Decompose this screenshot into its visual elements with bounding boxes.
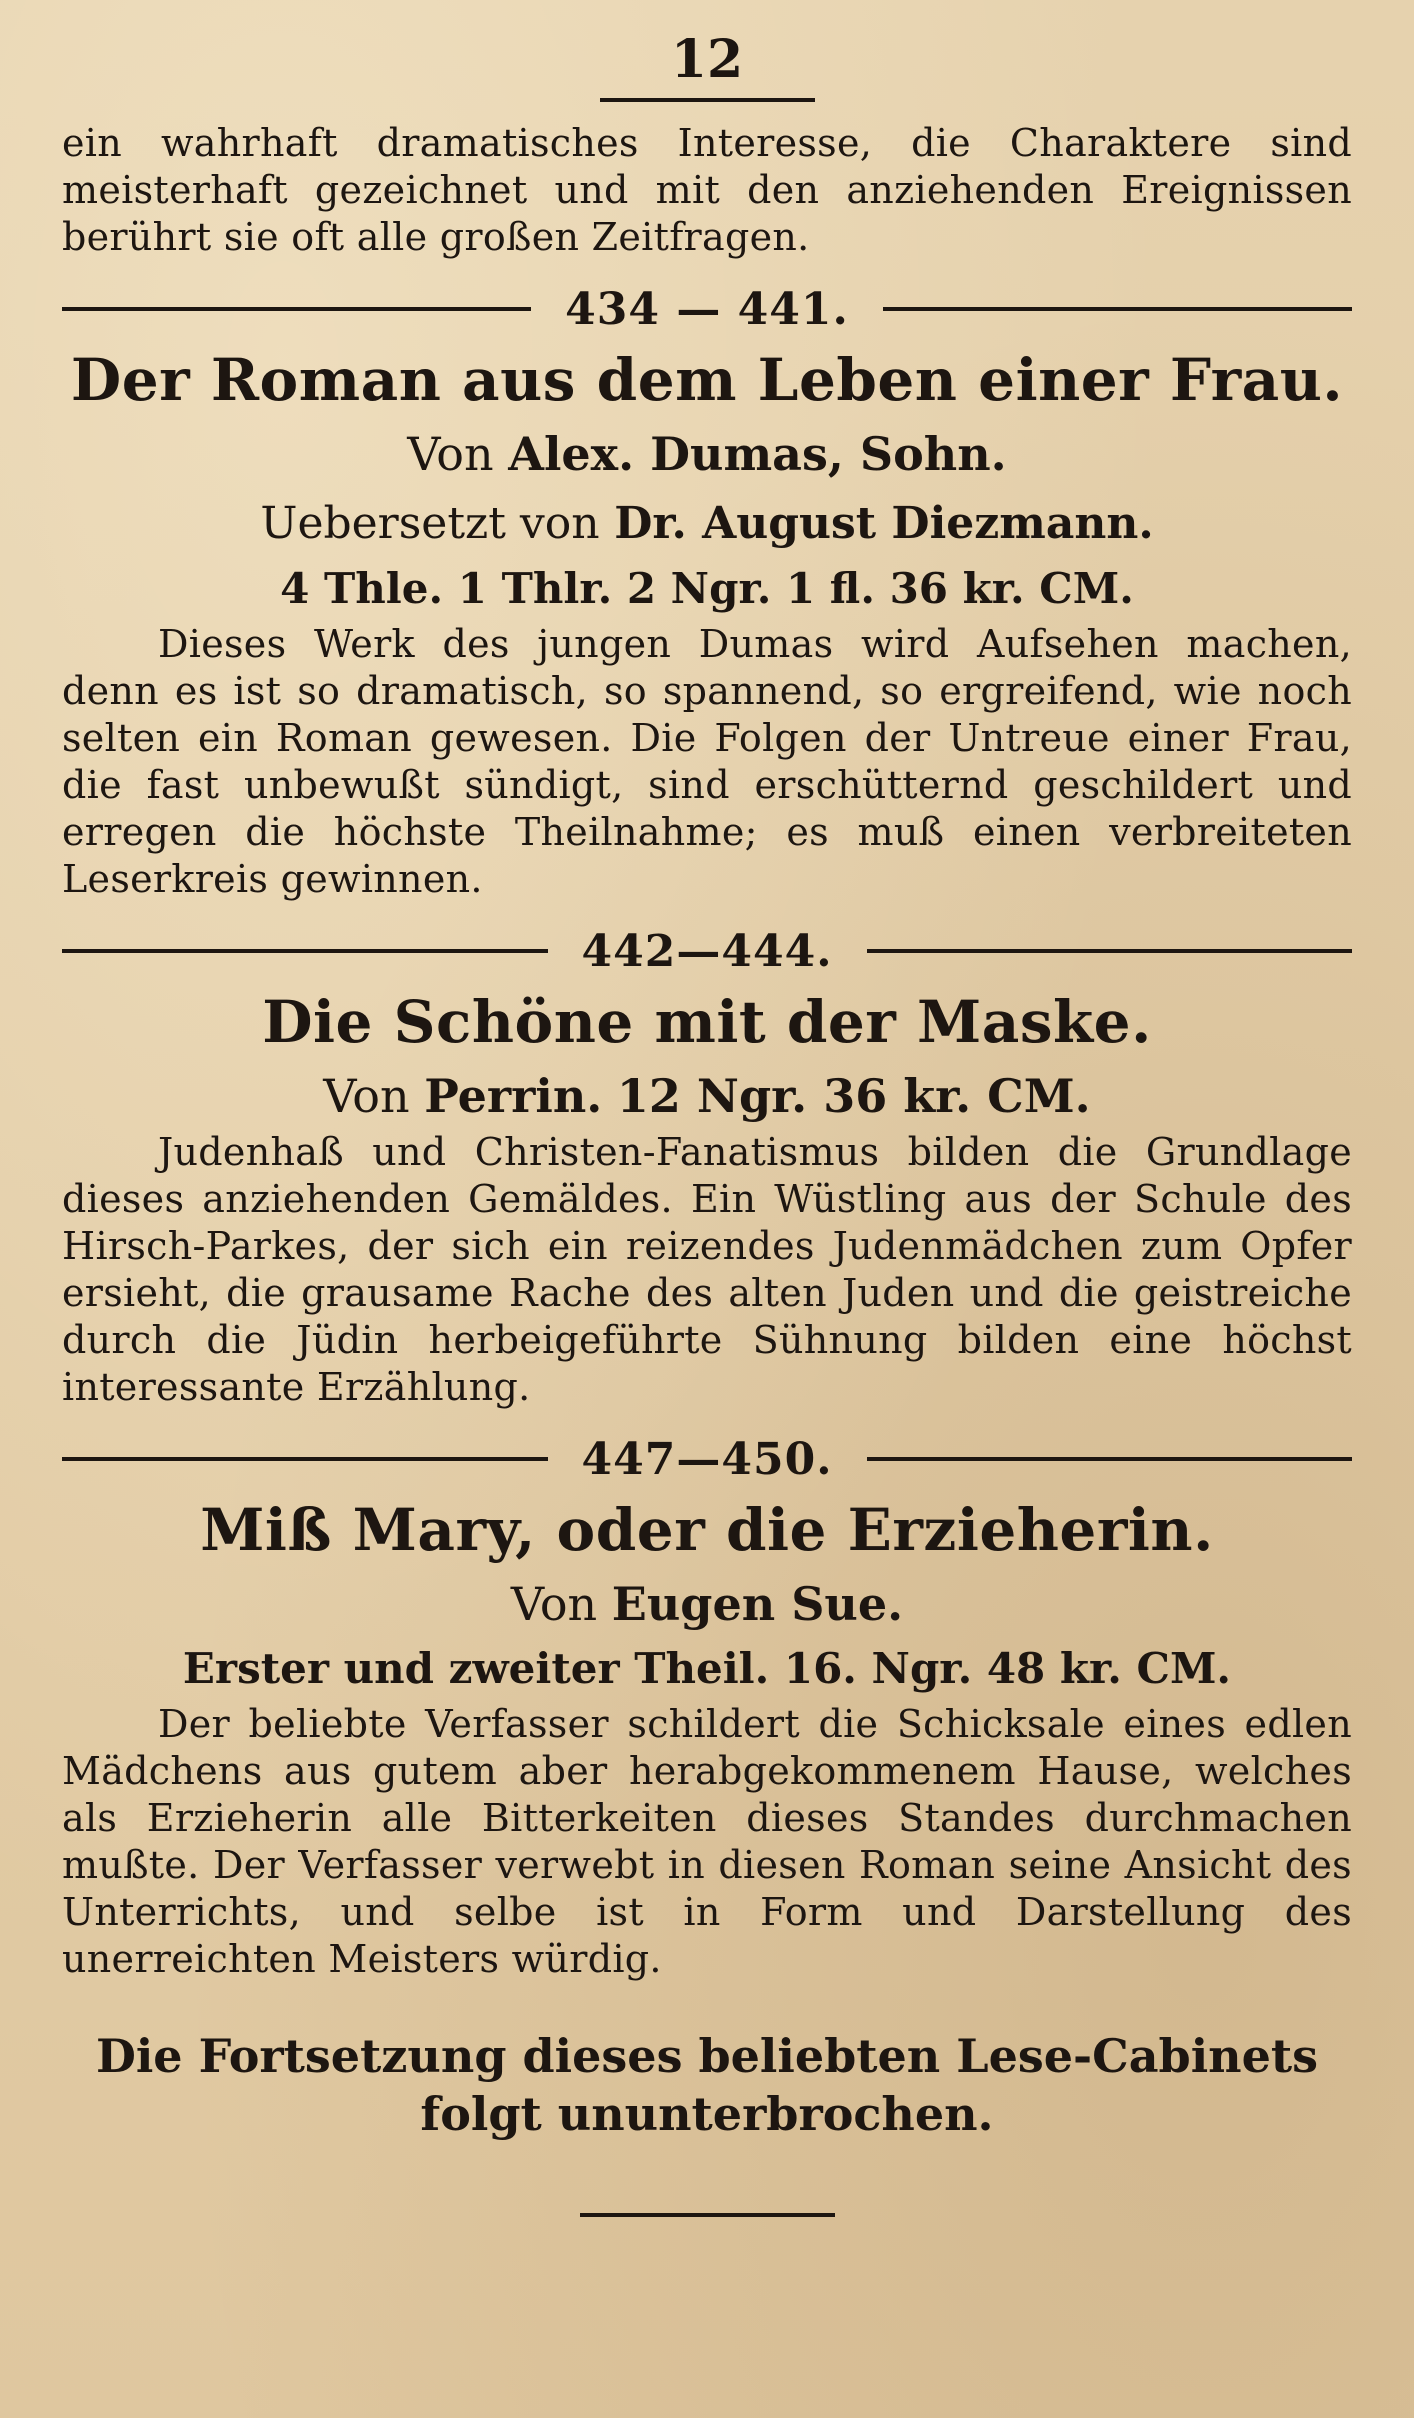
entry-price: Erster und zweiter Theil. 16. Ngr. 48 kr. CM.	[182, 1644, 1232, 1693]
entry-number: 434 — 441.	[565, 283, 849, 335]
entry-title: Die Schöne mit der Maske.	[262, 988, 1152, 1056]
entry-price: 4 Thle. 1 Thlr. 2 Ngr. 1 fl. 36 kr. CM.	[280, 564, 1134, 613]
entry-author-line	[62, 421, 1352, 487]
end-rule	[580, 2213, 835, 2217]
rule-right	[867, 949, 1353, 953]
entry-price: 12 Ngr. 36 kr. CM.	[616, 1069, 1091, 1123]
intro-paragraph: ein wahrhaft dramatisches Interesse, die Charaktere sind meisterhaft gezeichnet und mit den anziehenden Ereignissen berührt sie oft alle großen Zeitfragen.	[62, 121, 1352, 259]
closing-note: Die Fortsetzung dieses beliebten Lese-Cabinets folgt ununterbrochen.	[95, 2029, 1319, 2141]
author-prefix: Von	[407, 427, 494, 481]
entry-numbering	[62, 283, 1352, 335]
translator-prefix: Uebersetzt von	[260, 498, 600, 549]
entry-author-line	[62, 1063, 1352, 1129]
page-number: 12	[670, 29, 744, 90]
entry-numbering	[62, 1433, 1352, 1485]
page-number-rule	[600, 98, 815, 102]
entry-description: Dieses Werk des jungen Dumas wird Aufsehen machen, denn es ist so dramatisch, so spannend, so ergreifend, wie noch selten ein Roman gewesen. Die Folgen der Untreue einer Frau, die fast unbewußt sündigt, sind erschütternd geschildert und erregen die höchste Theilnahme; es muß einen verbreiteten Leserkreis gewinnen.	[62, 622, 1352, 901]
rule-right	[867, 1457, 1353, 1461]
page-content	[62, 28, 1352, 2217]
rule-right	[883, 307, 1352, 311]
author-name: Eugen Sue.	[611, 1577, 904, 1631]
rule-left	[62, 1457, 548, 1461]
translator-name: Dr. August Diezmann.	[614, 498, 1154, 549]
author-name: Perrin.	[424, 1069, 603, 1123]
entry-title: Miß Mary, oder die Erzieherin.	[200, 1496, 1214, 1564]
entry-description: Judenhaß und Christen-Fanatismus bilden die Grundlage dieses anziehenden Gemäldes. Ein Wüstling aus der Schule des Hirsch-Parkes, der sich ein reizendes Judenmädchen zum Opfer ersieht, die grausame Rache des alten Juden und die geistreiche durch die Jüdin herbeigeführte Sühnung bilden eine höchst interessante Erzählung.	[62, 1130, 1352, 1409]
entry-number: 442—444.	[581, 925, 833, 977]
entry-title: Der Roman aus dem Leben einer Frau.	[70, 346, 1344, 414]
author-prefix: Von	[510, 1577, 598, 1631]
author-name: Alex. Dumas, Sohn.	[508, 427, 1007, 481]
entry-numbering	[62, 925, 1352, 977]
author-prefix: Von	[323, 1069, 410, 1123]
entry-author-line	[62, 1571, 1352, 1637]
entry-description: Der beliebte Verfasser schildert die Schicksale eines edlen Mädchens aus gutem aber herabgekommenem Hause, welches als Erzieherin alle Bitterkeiten dieses Standes durchmachen mußte. Der Verfasser verwebt in diesen Roman seine Ansicht des Unterrichts, und selbe ist in Form und Darstellung des unerreichten Meisters würdig.	[62, 1702, 1352, 1981]
entry-number: 447—450.	[581, 1433, 833, 1485]
rule-left	[62, 949, 548, 953]
entry-translator-line	[62, 489, 1352, 557]
rule-left	[62, 307, 531, 311]
